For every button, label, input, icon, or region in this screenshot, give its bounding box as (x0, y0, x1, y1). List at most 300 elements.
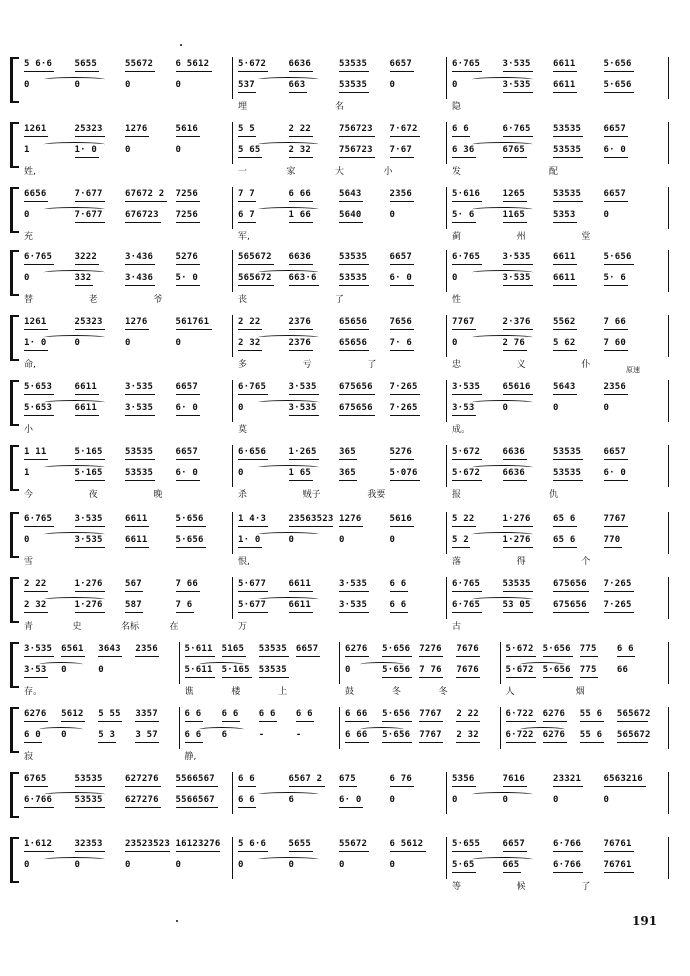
lower-notation-group: 6·722 (505, 730, 534, 740)
beam-underline (553, 201, 583, 202)
upper-notation-group: 6276 (24, 709, 47, 719)
beam-underline (24, 786, 48, 787)
lyric: 性 (452, 295, 462, 305)
barline (668, 122, 669, 164)
beam-underline (125, 459, 155, 460)
lyric: 杀 (238, 490, 248, 500)
upper-notation-group: 6 6 (452, 124, 469, 134)
barline (668, 187, 669, 229)
lyric: 冬 (438, 687, 448, 697)
slur-mark (360, 662, 405, 667)
barline (232, 315, 233, 357)
upper-notation-group: 756723 (339, 124, 373, 134)
beam-underline (289, 851, 313, 852)
lower-notation-group: 3·535 (74, 535, 103, 545)
beam-underline (617, 656, 635, 657)
staff-system (10, 378, 670, 436)
upper-notation-group: 6·765 (24, 252, 53, 262)
beam-underline (339, 92, 369, 93)
beam-underline (125, 201, 167, 202)
upper-notation-group: 5 55 (98, 709, 121, 719)
beam-underline (617, 742, 648, 743)
slur-mark (44, 792, 105, 797)
lyric: 雪 (24, 557, 34, 567)
beam-underline (185, 721, 203, 722)
lower-notation-group: 3·535 (502, 273, 531, 283)
upper-notation-group: 53535 (258, 644, 287, 654)
beam-underline (289, 264, 313, 265)
beam-underline (553, 851, 583, 852)
barline (446, 512, 447, 554)
lyric: 了 (581, 882, 591, 892)
beam-underline (289, 329, 313, 330)
lower-notation-group: 565672 (616, 730, 651, 740)
beam-underline (259, 656, 289, 657)
beam-underline (503, 547, 533, 548)
lower-notation-group: 6 (221, 730, 228, 740)
beam-underline (543, 656, 573, 657)
lower-notation-group: 0 (74, 80, 81, 90)
lower-notation-group: 6· 0 (339, 795, 362, 805)
slur-mark (258, 270, 319, 275)
barline (668, 642, 669, 684)
beam-underline (604, 329, 628, 330)
upper-notation-group: 53535 (125, 447, 154, 457)
beam-underline (24, 591, 48, 592)
beam-underline (289, 415, 319, 416)
lower-notation-group: 53535 (125, 468, 154, 478)
beam-underline (419, 721, 443, 722)
slur-mark (44, 335, 105, 340)
beam-underline (390, 591, 408, 592)
beam-underline (452, 547, 470, 548)
lower-notation-group: 0 (175, 145, 182, 155)
lyric: 堂 (581, 232, 591, 242)
beam-underline (125, 136, 149, 137)
upper-notation-group: 1·265 (288, 447, 317, 457)
beam-underline (506, 742, 536, 743)
lyric: 姓, (24, 167, 36, 177)
beam-underline (125, 480, 155, 481)
beam-underline (604, 71, 634, 72)
slur-mark (44, 142, 105, 147)
beam-underline (75, 526, 105, 527)
beam-underline (503, 71, 533, 72)
system-brace (10, 380, 19, 426)
system-brace (10, 577, 19, 623)
barline (668, 837, 669, 879)
beam-underline (176, 136, 200, 137)
lyric: 埋 (238, 102, 248, 112)
upper-notation-group: 2 22 (288, 124, 311, 134)
upper-notation-group: 2 22 (456, 709, 479, 719)
beam-underline (452, 222, 476, 223)
upper-notation-group: 3·535 (125, 382, 154, 392)
upper-notation-group: 6636 (288, 252, 311, 262)
lower-notation-group: 0 (24, 860, 30, 870)
upper-notation-group: 2356 (389, 189, 412, 199)
lyric: 一 (238, 167, 248, 177)
upper-notation-group: 6611 (553, 59, 576, 69)
upper-notation-group: 1276 (339, 514, 362, 524)
lower-notation-group: 3·53 (452, 403, 475, 413)
upper-notation-group: 6765 (24, 774, 47, 784)
beam-underline (125, 264, 155, 265)
upper-notation-group: 5616 (389, 514, 412, 524)
lower-notation-group: 0 (98, 665, 104, 675)
lyric: 古 (452, 622, 462, 632)
barline (179, 642, 180, 684)
upper-notation-group: 6 76 (389, 774, 412, 784)
beam-underline (503, 329, 533, 330)
slur-mark (199, 662, 244, 667)
lower-notation-group: 0 (389, 860, 396, 870)
lower-notation-group: 0 (389, 795, 396, 805)
beam-underline (75, 786, 105, 787)
lyric: 仇 (549, 490, 559, 500)
beam-underline (75, 264, 99, 265)
beam-underline (289, 350, 313, 351)
beam-underline (24, 612, 48, 613)
beam-underline (135, 742, 159, 743)
lower-notation-group: 587 (125, 600, 142, 610)
lower-notation-group: 3·535 (339, 600, 368, 610)
beam-underline (176, 394, 200, 395)
lower-notation-group: 1 66 (288, 210, 311, 220)
lower-notation-group: 7 60 (603, 338, 626, 348)
upper-notation-group: 6 6 (184, 709, 202, 719)
lower-notation-group: 5·656 (175, 535, 204, 545)
beam-underline (452, 786, 476, 787)
upper-notation-group: 7·265 (389, 382, 418, 392)
upper-notation-group: 53535 (553, 189, 582, 199)
beam-underline (604, 264, 634, 265)
beam-underline (503, 851, 527, 852)
beam-underline (289, 201, 313, 202)
upper-notation-group: 6·765 (24, 514, 53, 524)
beam-underline (604, 459, 628, 460)
beam-underline (553, 612, 589, 613)
lower-notation-group: 663·6 (288, 273, 317, 283)
lyric: 义 (516, 360, 526, 370)
lower-notation-group: 6 7 (238, 210, 255, 220)
upper-notation-group: 2 22 (24, 579, 47, 589)
lower-notation-group: 76761 (603, 860, 632, 870)
lyric: 老 (88, 295, 98, 305)
upper-notation-group: 6636 (502, 447, 525, 457)
lower-notation-group: 5 65 (238, 145, 261, 155)
barline (446, 837, 447, 879)
lower-notation-group: 3·535 (288, 403, 317, 413)
lower-notation-group: 5· 0 (175, 273, 198, 283)
lyric: 了 (335, 295, 345, 305)
barline (232, 772, 233, 814)
beam-underline (339, 157, 375, 158)
beam-underline (176, 459, 200, 460)
upper-notation-group: 55672 (339, 839, 368, 849)
beam-underline (543, 677, 573, 678)
lower-notation-group: 0 (603, 210, 610, 220)
lower-notation-group: 0 (502, 403, 509, 413)
beam-underline (75, 415, 99, 416)
lyric: 命, (24, 360, 36, 370)
lyric: 个 (581, 557, 591, 567)
lower-notation-group: 6· 0 (603, 468, 626, 478)
beam-underline (125, 807, 161, 808)
beam-underline (289, 394, 319, 395)
beam-underline (604, 872, 634, 873)
beam-underline (24, 329, 48, 330)
beam-underline (238, 157, 262, 158)
lower-notation-group: 6611 (288, 600, 311, 610)
upper-notation-group: 3·535 (502, 252, 531, 262)
upper-notation-group: 7767 (419, 709, 442, 719)
beam-underline (503, 136, 533, 137)
lower-notation-group: 53535 (258, 665, 287, 675)
upper-notation-group: 25323 (74, 124, 103, 134)
lower-notation-group: 0 (502, 795, 509, 805)
beam-underline (456, 742, 480, 743)
beam-underline (580, 656, 598, 657)
lower-notation-group: 5353 (553, 210, 576, 220)
upper-notation-group: 6657 (389, 252, 412, 262)
upper-notation-group: 65656 (339, 317, 368, 327)
upper-notation-group: 7 66 (175, 579, 198, 589)
lyric: 忠 (452, 360, 462, 370)
lower-notation-group: 5640 (339, 210, 362, 220)
lower-notation-group: 0 (553, 403, 559, 413)
beam-underline (339, 480, 357, 481)
beam-underline (98, 721, 122, 722)
slur-mark (258, 77, 319, 82)
lower-notation-group: 53535 (339, 273, 368, 283)
beam-underline (390, 526, 414, 527)
lower-notation-group: 2 32 (456, 730, 479, 740)
slur-mark (472, 77, 533, 82)
slur-mark (258, 857, 319, 862)
upper-notation-group: 67672 2 (125, 189, 165, 199)
upper-notation-group: 5·653 (24, 382, 53, 392)
lower-notation-group: 0 (24, 535, 30, 545)
barline (232, 250, 233, 292)
slur-mark (44, 465, 105, 470)
beam-underline (503, 459, 527, 460)
staff-system (10, 313, 670, 374)
beam-underline (125, 786, 161, 787)
slur-mark (44, 857, 105, 862)
beam-underline (238, 547, 262, 548)
staff-system (10, 770, 670, 828)
upper-notation-group: 7767 (603, 514, 626, 524)
upper-notation-group: 3·535 (288, 382, 317, 392)
lower-notation-group: 53535 (553, 145, 582, 155)
upper-notation-group: 6·765 (238, 382, 267, 392)
upper-notation-group: 5612 (61, 709, 84, 719)
lower-notation-group: 5 62 (553, 338, 576, 348)
beam-underline (452, 415, 476, 416)
beam-underline (75, 71, 99, 72)
page-number: 191 (632, 914, 658, 928)
lower-notation-group: 6·765 (452, 600, 481, 610)
upper-notation-group: 5·672 (238, 59, 267, 69)
beam-underline (259, 721, 277, 722)
lower-notation-group: 0 (24, 80, 30, 90)
beam-underline (452, 71, 482, 72)
system-brace (10, 642, 19, 688)
lower-notation-group: 0 (238, 468, 244, 478)
lower-notation-group: 6 (288, 795, 295, 805)
staff-system (10, 55, 670, 113)
beam-underline (289, 136, 313, 137)
beam-underline (296, 656, 320, 657)
upper-notation-group: 55 6 (579, 709, 603, 719)
beam-underline (456, 677, 480, 678)
upper-notation-group: 53535 (339, 252, 368, 262)
upper-notation-group: 6611 (74, 382, 97, 392)
beam-underline (75, 547, 105, 548)
upper-notation-group: 5643 (339, 189, 362, 199)
upper-notation-group: 7·672 (389, 124, 418, 134)
lower-notation-group: 0 (24, 210, 30, 220)
system-brace (10, 772, 19, 818)
staff-system (10, 640, 670, 698)
beam-underline (553, 480, 583, 481)
lower-notation-group: 65 6 (553, 535, 576, 545)
upper-notation-group: 5·611 (184, 644, 213, 654)
beam-underline (390, 459, 414, 460)
beam-underline (75, 157, 99, 158)
beam-underline (419, 677, 443, 678)
lyric: 多 (238, 360, 248, 370)
upper-notation-group: 1276 (125, 317, 148, 327)
lyric: 存。 (24, 687, 43, 697)
beam-underline (452, 526, 476, 527)
upper-notation-group: 6657 (175, 382, 198, 392)
upper-notation-group: 53535 (74, 774, 103, 784)
upper-notation-group: 565672 (616, 709, 651, 719)
lyric: 寂 (24, 752, 34, 762)
beam-underline (176, 222, 200, 223)
upper-notation-group: 675656 (339, 382, 373, 392)
lower-notation-group: 0 (603, 795, 610, 805)
beam-underline (604, 786, 646, 787)
lower-notation-group: 1· 0 (24, 338, 47, 348)
lower-notation-group: 6 66 (345, 730, 368, 740)
beam-underline (238, 591, 268, 592)
lower-notation-group: 2 32 (288, 145, 311, 155)
barline (668, 772, 669, 814)
upper-notation-group: 6276 (345, 644, 368, 654)
upper-notation-group: 6·765 (502, 124, 531, 134)
beam-underline (339, 264, 369, 265)
lower-notation-group: 5566567 (175, 795, 215, 805)
lyric: 楼 (231, 687, 241, 697)
beam-underline (339, 136, 375, 137)
lower-notation-group: 55 6 (579, 730, 603, 740)
upper-notation-group: 6 5612 (175, 59, 210, 69)
beam-underline (238, 136, 256, 137)
slur-mark (472, 270, 533, 275)
beam-underline (503, 201, 527, 202)
beam-underline (289, 480, 313, 481)
beam-underline (222, 656, 246, 657)
beam-underline (24, 264, 54, 265)
lower-notation-group: 1165 (502, 210, 525, 220)
beam-underline (24, 459, 48, 460)
lower-notation-group: 53 05 (502, 600, 531, 610)
barline (179, 707, 180, 749)
beam-underline (452, 157, 476, 158)
beam-underline (580, 677, 598, 678)
slur-mark (44, 532, 105, 537)
lyric: 我要 (367, 490, 386, 500)
beam-underline (390, 285, 414, 286)
beam-underline (604, 612, 634, 613)
beam-underline (125, 285, 155, 286)
beam-underline (553, 222, 577, 223)
lower-notation-group: 66 (616, 665, 629, 675)
lower-notation-group: 3 57 (135, 730, 158, 740)
barline (668, 707, 669, 749)
upper-notation-group: 5·656 (175, 514, 204, 524)
lower-notation-group: 5·653 (24, 403, 53, 413)
upper-notation-group: 5·165 (74, 447, 103, 457)
upper-notation-group: 5276 (175, 252, 198, 262)
beam-underline (345, 721, 369, 722)
lower-notation-group: 6636 (502, 468, 525, 478)
barline (232, 837, 233, 879)
beam-underline (604, 285, 628, 286)
lower-notation-group: 0 (553, 795, 559, 805)
barline (232, 187, 233, 229)
upper-notation-group: 6657 (502, 839, 525, 849)
lower-notation-group: 7·265 (603, 600, 632, 610)
system-brace (10, 315, 19, 361)
upper-notation-group: 561761 (175, 317, 210, 327)
barline (446, 315, 447, 357)
stray-mark (180, 44, 182, 46)
lower-notation-group: 0 (125, 145, 131, 155)
lower-notation-group: 0 (125, 860, 131, 870)
beam-underline (238, 329, 262, 330)
beam-underline (238, 786, 256, 787)
upper-notation-group: 1265 (502, 189, 525, 199)
lyric: 隐 (452, 102, 462, 112)
upper-notation-group: 5655 (74, 59, 97, 69)
beam-underline (289, 222, 313, 223)
slur-mark (258, 207, 319, 212)
lower-notation-group: 1·276 (74, 600, 103, 610)
lyric: 落 (452, 557, 462, 567)
lower-notation-group: 6611 (553, 80, 576, 90)
lyric: 谯 (184, 687, 194, 697)
beam-underline (125, 415, 155, 416)
beam-underline (135, 656, 159, 657)
beam-underline (345, 742, 369, 743)
upper-notation-group: 23523523 (125, 839, 170, 849)
upper-notation-group: 365 (339, 447, 356, 457)
slur-mark (258, 532, 319, 537)
slur-mark (520, 662, 565, 667)
beam-underline (339, 201, 363, 202)
lower-notation-group: 0 (175, 338, 182, 348)
upper-notation-group: 6 6 (295, 709, 313, 719)
slur-mark (258, 142, 319, 147)
upper-notation-group: 2356 (603, 382, 626, 392)
lower-notation-group: 0 (74, 338, 81, 348)
beam-underline (390, 415, 420, 416)
beam-underline (604, 350, 628, 351)
